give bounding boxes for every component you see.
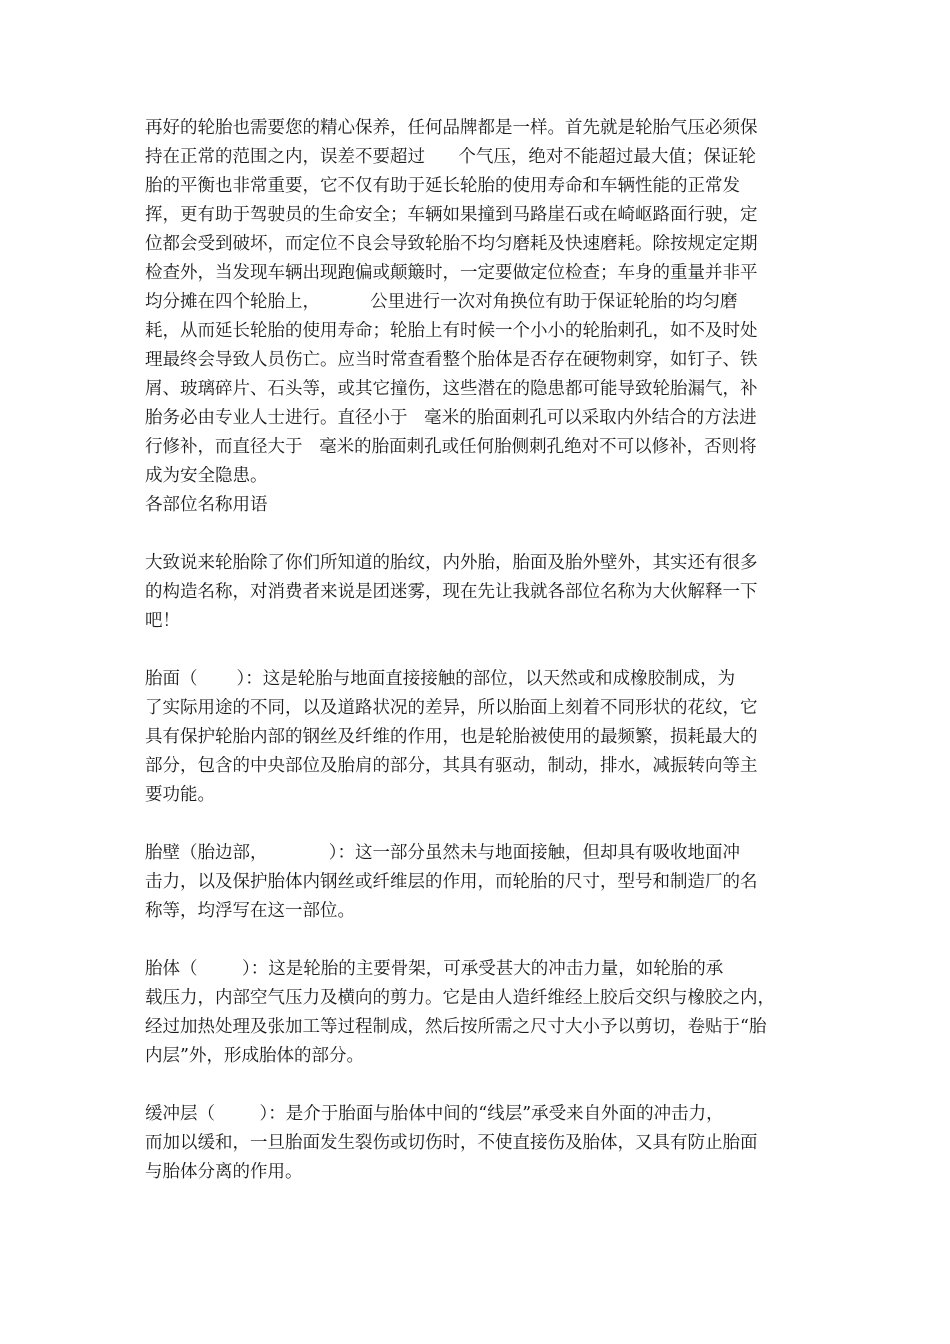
text-line: 具有保护轮胎内部的钢丝及纤维的作用，也是轮胎被使用的最频繁，损耗最大的 [145, 727, 758, 747]
text-line: 吧！ [145, 611, 180, 631]
text-line: 均分摊在四个轮胎上， 公里进行一次对角换位有助于保证轮胎的均匀磨 [145, 292, 738, 312]
text-line: 要功能。 [145, 785, 215, 805]
text-line: 胎务必由专业人士进行。直径小于 毫米的胎面刺孔可以采取内外结合的方法进 [145, 408, 757, 428]
text-line: 缓冲层（ ）：是介于胎面与胎体中间的“线层”承受来自外面的冲击力， [145, 1104, 724, 1124]
paragraph-gap [145, 810, 817, 839]
text-line: 再好的轮胎也需要您的精心保养，任何品牌都是一样。首先就是轮胎气压必须保 [145, 118, 758, 138]
carcass-paragraph [145, 955, 817, 1071]
breaker-paragraph [145, 1100, 817, 1187]
text-line: 了实际用途的不同，以及道路状况的差异，所以胎面上刻着不同形状的花纹，它 [145, 698, 758, 718]
text-line: 胎壁（胎边部， ）：这一部分虽然未与地面接触，但却具有吸收地面冲 [145, 843, 740, 863]
text-line: 而加以缓和，一旦胎面发生裂伤或切伤时，不使直接伤及胎体，又具有防止胎面 [145, 1133, 758, 1153]
paragraph-gap [145, 1071, 817, 1100]
overview-paragraph [145, 549, 817, 636]
text-line: 胎的平衡也非常重要，它不仅有助于延长轮胎的使用寿命和车辆性能的正常发 [145, 176, 740, 196]
text-line: 胎面（ ）：这是轮胎与地面直接接触的部位，以天然或和成橡胶制成，为 [145, 669, 736, 689]
text-line: 持在正常的范围之内，误差不要超过 个气压，绝对不能超过最大值；保证轮 [145, 147, 756, 167]
text-line: 称等，均浮写在这一部位。 [145, 901, 355, 921]
text-line: 的构造名称，对消费者来说是团迷雾，现在先让我就各部位名称为大伙解释一下 [145, 582, 758, 602]
text-line: 行修补，而直径大于 毫米的胎面刺孔或任何胎侧刺孔绝对不可以修补，否则将 [145, 437, 757, 457]
text-line: 内层”外，形成胎体的部分。 [145, 1046, 364, 1066]
text-line: 检查外，当发现车辆出现跑偏或颠簸时，一定要做定位检查；车身的重量并非平 [145, 263, 758, 283]
text-line: 经过加热处理及张加工等过程制成，然后按所需之尺寸大小予以剪切，卷贴于“胎 [145, 1017, 767, 1037]
text-line: 载压力，内部空气压力及横向的剪力。它是由人造纤维经上胶后交织与橡胶之内， [145, 988, 775, 1008]
text-line: 成为安全隐患。 [145, 466, 268, 486]
text-line: 耗，从而延长轮胎的使用寿命；轮胎上有时候一个小小的轮胎刺孔，如不及时处 [145, 321, 758, 341]
section-heading: 各部位名称用语 [145, 495, 268, 515]
document-body [145, 114, 817, 1187]
tread-paragraph [145, 665, 817, 810]
text-line: 大致说来轮胎除了你们所知道的胎纹，内外胎，胎面及胎外壁外，其实还有很多 [145, 553, 758, 573]
text-line: 位都会受到破坏，而定位不良会导致轮胎不均匀磨耗及快速磨耗。除按规定定期 [145, 234, 758, 254]
text-line: 屑、玻璃碎片、石头等，或其它撞伤，这些潜在的隐患都可能导致轮胎漏气，补 [145, 379, 758, 399]
text-line: 与胎体分离的作用。 [145, 1162, 303, 1182]
text-line: 击力，以及保护胎体内钢丝或纤维层的作用，而轮胎的尺寸，型号和制造厂的名 [145, 872, 758, 892]
paragraph-gap [145, 520, 817, 549]
paragraph-gap [145, 926, 817, 955]
text-line: 胎体（ ）：这是轮胎的主要骨架，可承受甚大的冲击力量，如轮胎的承 [145, 959, 724, 979]
intro-paragraph [145, 114, 817, 491]
text-line: 理最终会导致人员伤亡。应当时常查看整个胎体是否存在硬物刺穿，如钉子、铁 [145, 350, 758, 370]
text-line: 挥，更有助于驾驶员的生命安全；车辆如果撞到马路崖石或在崎岖路面行驶，定 [145, 205, 758, 225]
text-line: 部分，包含的中央部位及胎肩的部分，其具有驱动，制动，排水，减振转向等主 [145, 756, 758, 776]
paragraph-gap [145, 636, 817, 665]
sidewall-paragraph [145, 839, 817, 926]
